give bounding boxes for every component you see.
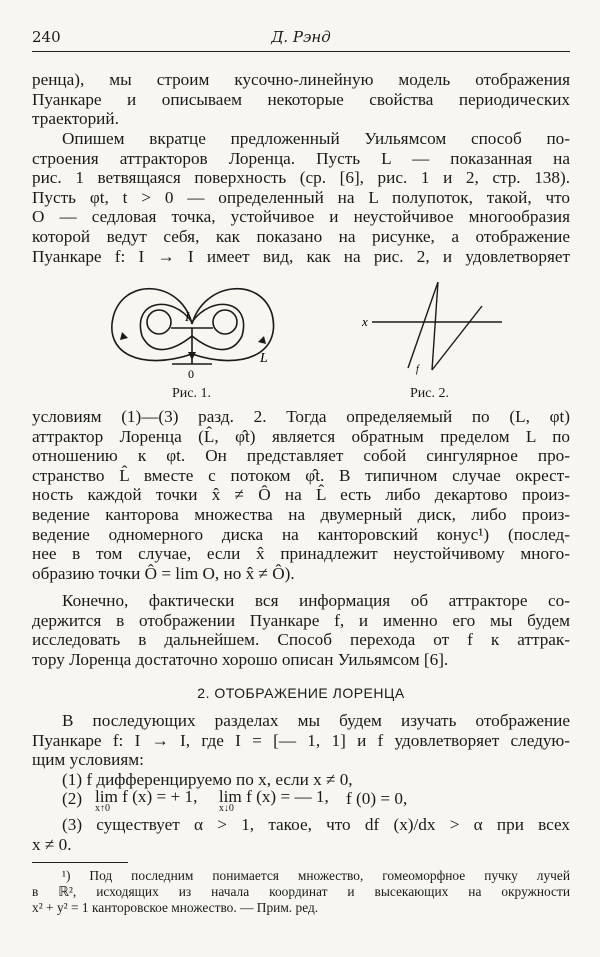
text-line: держится в отображении Пуанкаре f, и именно его мы будем bbox=[32, 610, 570, 630]
running-header bbox=[32, 28, 570, 52]
text-line: отношению к φt. Он представляет собой сингулярное про- bbox=[32, 446, 570, 466]
text-line: образию точки Ô = lim O, но x̂ ≠ Ô). bbox=[32, 563, 295, 583]
limit-right-expr: lim f (x) = — 1, bbox=[218, 787, 329, 807]
left-hole-circle bbox=[147, 310, 171, 334]
footnote-line: x² + y² = 1 канторовское множество. — Прим. ред. bbox=[32, 900, 319, 915]
limit-right-sub: x↓0 bbox=[218, 803, 234, 815]
graph-right-branch bbox=[432, 306, 482, 370]
text-line: ренца), мы строим кусочно-линейную модель отображения bbox=[32, 70, 570, 89]
footnote-line: в ℝ², исходящих из начала координат и высекающих на окружности bbox=[32, 884, 570, 899]
condition-3: (3) существует α > 1, такое, что df (x)/dx > α при всех bbox=[62, 815, 570, 835]
figure-1-diagram bbox=[32, 276, 570, 406]
text-line: В последующих разделах мы будем изучать отображение bbox=[62, 711, 570, 730]
text-line: Пуанкаре f: I → I, где I = [— 1, 1] и f удовлетворяет следую- bbox=[32, 730, 570, 750]
text-line: аттрактор Лоренца (L̂, φ̂t) является обратным пределом L по bbox=[32, 426, 570, 446]
label-I: I bbox=[185, 309, 190, 324]
condition-2-number: (2) bbox=[62, 789, 83, 809]
limit-left-sub: x↑0 bbox=[94, 803, 110, 815]
text-line: ность каждой точки x̂ ≠ Ô на L̂ есть либо декартово произ- bbox=[32, 485, 570, 505]
condition-2 bbox=[32, 789, 570, 815]
label-L: L bbox=[260, 351, 268, 366]
figures bbox=[32, 276, 570, 406]
paragraph-2 bbox=[32, 129, 570, 266]
arrow-right-icon bbox=[258, 336, 266, 344]
arrow-down-icon bbox=[188, 352, 196, 360]
arrow-left-icon bbox=[120, 332, 128, 340]
text-line: рис. 1 ветвящаяся поверхность (ср. [6], рис. 1 и 2, стр. 138). bbox=[32, 168, 570, 188]
header-rule bbox=[32, 51, 570, 52]
condition-3-end: x ≠ 0. bbox=[32, 834, 72, 854]
section-title: 2. ОТОБРАЖЕНИЕ ЛОРЕНЦА bbox=[197, 685, 405, 701]
paragraph-1 bbox=[32, 70, 570, 129]
text-line: строения аттракторов Лоренца. Пусть L — показанная на bbox=[32, 148, 570, 168]
text-line: нее в том случае, если x̂ принадлежит неустойчивому много- bbox=[32, 544, 570, 564]
text-line: O — седловая точка, устойчивое и неустойчивое многообразия bbox=[32, 207, 570, 227]
text-line: которой ведут себя, как показано на рисунке, а отображение bbox=[32, 226, 570, 246]
condition-2-tail: f (0) = 0, bbox=[346, 789, 408, 809]
page-number: 240 bbox=[32, 28, 61, 46]
text-line: ведение одномерного диска на канторовский конус¹) (послед- bbox=[32, 524, 570, 544]
footnote-line: ¹) Под последним понимается множество, гомеоморфное пучку лучей bbox=[62, 868, 570, 883]
figure-1-caption: Рис. 1. bbox=[172, 386, 211, 401]
label-x: x bbox=[362, 314, 368, 329]
figure-2-caption: Рис. 2. bbox=[410, 386, 449, 401]
right-hole-circle bbox=[213, 310, 237, 334]
text-line: Опишем вкратце предложенный Уильямсом способ по- bbox=[62, 129, 570, 148]
text-line: странство L̂ вместе с потоком φ̂t. В типичном случае окрест- bbox=[32, 465, 570, 485]
label-O: 0 bbox=[188, 367, 194, 381]
text-line: исследовать в дальнейшем. Способ перехода от f к аттрак- bbox=[32, 630, 570, 650]
text-line: Пуанкаре f: I → I имеет вид, как на рис. 2, и удовлетворяет bbox=[32, 246, 570, 266]
limit-left-expr: lim f (x) = + 1, bbox=[94, 787, 198, 807]
figure-2-diagram bbox=[372, 282, 502, 370]
text-line: траекторий. bbox=[32, 109, 119, 129]
paragraph-3 bbox=[32, 407, 570, 583]
running-title: Д. Рэнд bbox=[271, 28, 331, 46]
footnote bbox=[32, 868, 570, 916]
text-line: ведение канторова множества на двумерный диск, либо произ- bbox=[32, 504, 570, 524]
paragraph-4 bbox=[32, 591, 570, 669]
condition-1: (1) f дифференцируемо по x, если x ≠ 0, bbox=[62, 769, 353, 789]
text-line: тору Лоренца достаточно хорошо описан Уильямсом [6]. bbox=[32, 649, 449, 669]
text-line: Конечно, фактически вся информация об аттракторе со- bbox=[62, 591, 570, 610]
limit-left bbox=[95, 789, 197, 814]
text-line: щим условиям: bbox=[32, 750, 144, 770]
paragraph-5 bbox=[32, 711, 570, 855]
text-line: Пусть φt, t > 0 — определенный на L полупоток, такой, что bbox=[32, 187, 570, 207]
label-f: f bbox=[416, 364, 419, 375]
text-line: условиям (1)—(3) разд. 2. Тогда определяемый по (L, φt) bbox=[32, 407, 570, 426]
footnote-rule bbox=[32, 862, 128, 863]
text-line: Пуанкаре и описываем некоторые свойства периодических bbox=[32, 89, 570, 109]
limit-right bbox=[219, 789, 329, 814]
